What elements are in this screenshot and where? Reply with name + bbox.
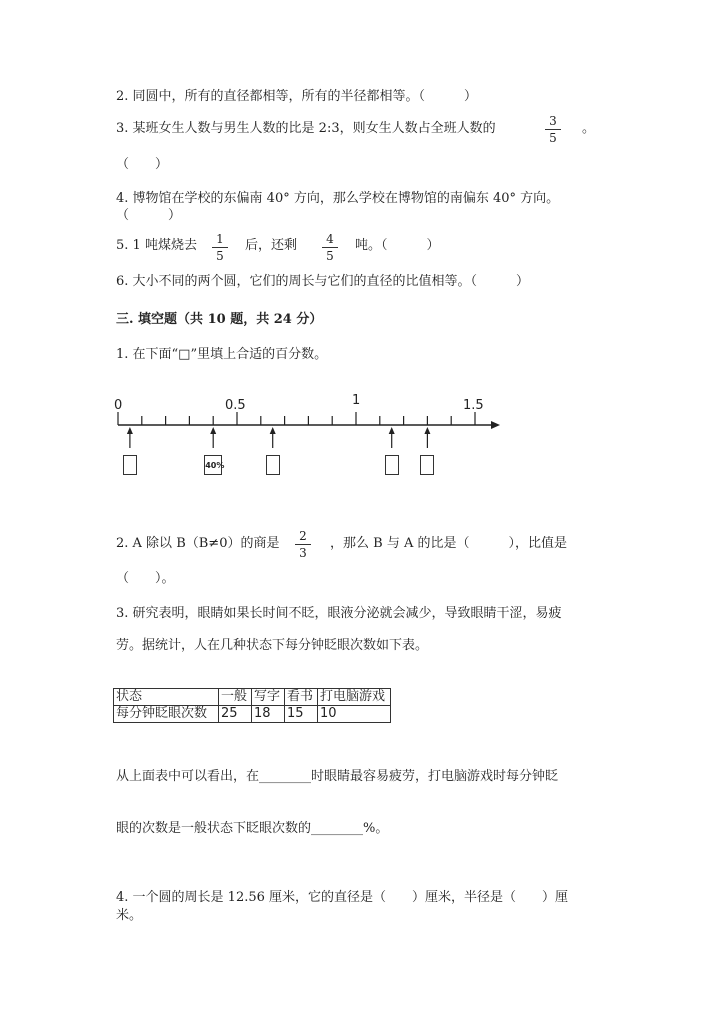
fraction-numerator: 2 bbox=[299, 529, 307, 543]
fraction-numerator: 1 bbox=[216, 232, 224, 246]
judgment-q4-line1: 4. 博物馆在学校的东偏南 40° 方向，那么学校在博物馆的南偏东 40° 方向。 bbox=[116, 191, 560, 206]
number-line-label: 0.5 bbox=[225, 398, 246, 413]
table-cell: 25 bbox=[219, 706, 252, 723]
number-line-pointer-head bbox=[389, 427, 395, 434]
section3-q3-line2: 劳。据统计，人在几种状态下每分钟眨眼次数如下表。 bbox=[116, 638, 429, 653]
table-cell: 每分钟眨眼次数 bbox=[114, 706, 219, 723]
table-cell: 写字 bbox=[252, 689, 285, 706]
table-header-row bbox=[114, 689, 391, 706]
number-line-label: 1.5 bbox=[463, 398, 484, 413]
section3-q3-fill1: 从上面表中可以看出，在________时眼睛最容易疲劳，打电脑游戏时每分钟眨 bbox=[116, 769, 559, 784]
judgment-q5-c: 吨。（ ） bbox=[355, 238, 440, 253]
fraction-denominator: 5 bbox=[216, 249, 224, 263]
table-cell: 15 bbox=[285, 706, 318, 723]
judgment-q3-text: 3. 某班女生人数与男生人数的比是 2:3，则女生人数占全班人数的 bbox=[116, 121, 496, 136]
table-cell: 打电脑游戏 bbox=[318, 689, 391, 706]
judgment-q3-paren: （ ） bbox=[116, 157, 169, 172]
section3-title: 三. 填空题（共 10 题，共 24 分） bbox=[116, 312, 323, 327]
section3-q2-a: 2. A 除以 B（B≠0）的商是 bbox=[116, 536, 280, 551]
fraction-denominator: 5 bbox=[549, 131, 557, 145]
judgment-q6: 6. 大小不同的两个圆，它们的周长与它们的直径的比值相等。（ ） bbox=[116, 274, 530, 289]
number-line-arrowhead bbox=[491, 421, 500, 429]
section3-q2-paren: （ ）。 bbox=[116, 571, 175, 586]
judgment-q3-fraction bbox=[545, 114, 561, 145]
section3-q1: 1. 在下面“□”里填上合适的百分数。 bbox=[116, 347, 328, 362]
section3-q2-b: ，那么 B 与 A 的比是（ ），比值是 bbox=[330, 536, 567, 551]
number-line-pointer-head bbox=[270, 427, 276, 434]
table-cell: 状态 bbox=[114, 689, 219, 706]
judgment-q5-fraction1 bbox=[212, 232, 228, 263]
number-line-label: 1 bbox=[352, 393, 361, 408]
blink-table bbox=[113, 688, 391, 723]
section3-q3-fill2: 眼的次数是一般状态下眨眼次数的________%。 bbox=[116, 821, 389, 836]
table-cell: 18 bbox=[252, 706, 285, 723]
table-cell: 看书 bbox=[285, 689, 318, 706]
number-line-given-box: 40% bbox=[204, 455, 222, 475]
section3-q2-fraction bbox=[295, 529, 311, 560]
judgment-q4-paren: （ ） bbox=[116, 208, 182, 223]
table-cell: 10 bbox=[318, 706, 391, 723]
section3-q3-line1: 3. 研究表明，眼睛如果长时间不眨，眼液分泌就会减少，导致眼睛干涩，易疲 bbox=[116, 606, 562, 621]
fraction-denominator: 3 bbox=[299, 546, 307, 560]
judgment-q3-end: 。 bbox=[582, 121, 596, 136]
number-line-pointer-head bbox=[424, 427, 430, 434]
fraction-numerator: 3 bbox=[549, 114, 557, 128]
section3-q4-line2: 米。 bbox=[116, 908, 143, 923]
judgment-q5-a: 5. 1 吨煤烧去 bbox=[116, 238, 197, 253]
number-line-answer-box bbox=[266, 455, 280, 475]
number-line-pointer-head bbox=[210, 427, 216, 434]
number-line-answer-box bbox=[385, 455, 399, 475]
fraction-denominator: 5 bbox=[326, 249, 334, 263]
number-line-label: 0 bbox=[114, 398, 123, 413]
table-row bbox=[114, 706, 391, 723]
judgment-q5-b: 后，还剩 bbox=[245, 238, 298, 253]
number-line bbox=[0, 395, 720, 495]
judgment-q2: 2. 同圆中，所有的直径都相等，所有的半径都相等。（ ） bbox=[116, 89, 478, 104]
fraction-numerator: 4 bbox=[326, 232, 334, 246]
number-line-answer-box bbox=[123, 455, 137, 475]
judgment-q5-fraction2 bbox=[322, 232, 338, 263]
number-line-pointer-head bbox=[127, 427, 133, 434]
number-line-answer-box bbox=[420, 455, 434, 475]
section3-q4-line1: 4. 一个圆的周长是 12.56 厘米，它的直径是（ ）厘米，半径是（ ）厘 bbox=[116, 890, 569, 905]
table-cell: 一般 bbox=[219, 689, 252, 706]
